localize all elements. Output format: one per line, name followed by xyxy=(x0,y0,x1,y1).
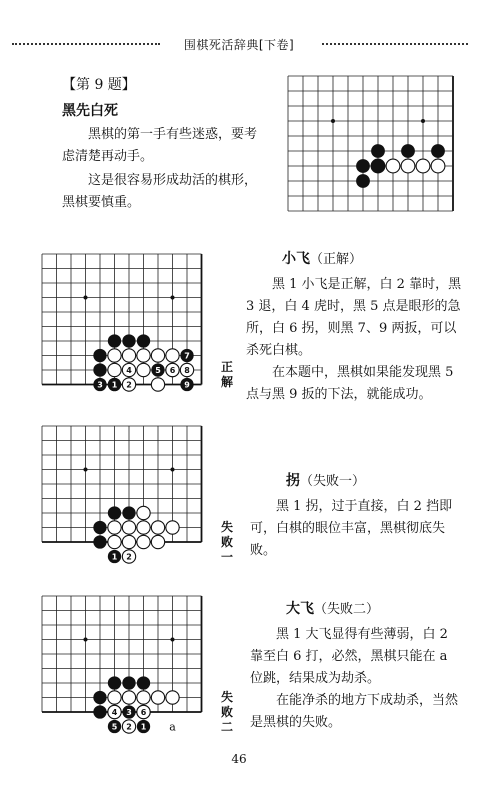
white-stone xyxy=(386,159,400,173)
section-title-sub: （失败一） xyxy=(300,474,366,489)
white-stone xyxy=(151,378,164,391)
move-number-label: 6 xyxy=(169,366,176,375)
black-stone xyxy=(137,676,150,689)
move-number-label: 6 xyxy=(140,708,147,717)
problem-task: 黑先白死 xyxy=(62,103,118,119)
black-stone xyxy=(356,174,370,188)
star-point xyxy=(331,119,335,123)
move-number-label: 2 xyxy=(126,380,132,390)
black-stone xyxy=(108,506,121,519)
move-number-label: 1 xyxy=(111,380,118,390)
section-title-main: 大飞 xyxy=(286,601,314,617)
section-paragraph: 黑 1 大飞显得有些薄弱，白 2 靠至白 6 打，必然，黑棋只能在 a 位跳，结果成为劫杀。 xyxy=(250,627,448,686)
move-number-label: 5 xyxy=(155,366,161,375)
black-stone xyxy=(93,691,106,704)
black-stone xyxy=(93,363,106,376)
white-stone xyxy=(151,691,164,704)
move-number-label: 9 xyxy=(184,380,190,390)
black-stone xyxy=(93,521,106,534)
white-stone xyxy=(108,521,121,534)
star-point xyxy=(84,468,88,472)
white-stone xyxy=(137,535,150,548)
star-point xyxy=(84,296,88,300)
white-stone xyxy=(416,159,430,173)
section-title xyxy=(286,470,365,490)
white-stone xyxy=(122,349,135,362)
problem-number: 【第 9 题】 xyxy=(62,77,136,93)
go-board-fail1 xyxy=(36,420,208,562)
black-stone xyxy=(356,159,370,173)
go-board-problem xyxy=(282,70,459,217)
white-stone xyxy=(122,521,135,534)
white-stone xyxy=(137,506,150,519)
letter-mark: a xyxy=(169,720,176,734)
white-stone xyxy=(137,363,150,376)
white-stone xyxy=(122,535,135,548)
white-stone xyxy=(166,521,179,534)
black-stone xyxy=(108,676,121,689)
move-number-label: 1 xyxy=(140,722,147,732)
section-title-main: 拐 xyxy=(286,473,300,489)
board-side-label: 失败二 xyxy=(220,690,233,734)
black-stone xyxy=(93,705,106,718)
move-number-label: 5 xyxy=(111,722,118,732)
star-point xyxy=(171,468,175,472)
black-stone xyxy=(137,334,150,347)
book-title: 围棋死活辞典[下卷] xyxy=(180,36,298,53)
problem-paragraph: 黑棋的第一手有些迷惑，要考虑清楚再动手。 xyxy=(62,127,258,164)
section-paragraph: 在本题中，黑棋如果能发现黑 5 点与黑 9 扳的下法，就能成功。 xyxy=(246,365,454,402)
move-number-label: 8 xyxy=(184,366,190,375)
section-paragraph: 黑 1 小飞是正解，白 2 靠时，黑 3 退，白 4 虎时，黑 5 点是眼形的急所，白 6 拐，则黑 7、9 两扳，可以杀死白棋。 xyxy=(246,277,462,358)
white-stone xyxy=(122,691,135,704)
go-board-svg xyxy=(36,248,208,391)
section-title-sub: （正解） xyxy=(310,252,363,267)
star-point xyxy=(421,119,425,123)
white-stone xyxy=(137,691,150,704)
go-board-fail2 xyxy=(36,590,208,734)
move-number-label: 4 xyxy=(111,708,118,717)
board-side-label: 正解 xyxy=(220,360,233,389)
white-stone xyxy=(137,521,150,534)
white-stone xyxy=(137,349,150,362)
white-stone xyxy=(431,159,445,173)
white-stone xyxy=(151,521,164,534)
black-stone xyxy=(371,159,385,173)
move-number-label: 3 xyxy=(97,380,103,390)
white-stone xyxy=(151,349,164,362)
section-title-main: 小飞 xyxy=(282,251,310,267)
white-stone xyxy=(108,691,121,704)
problem-paragraph: 这是很容易形成劫活的棋形，黑棋要慎重。 xyxy=(62,173,258,210)
white-stone xyxy=(166,349,179,362)
black-stone xyxy=(122,676,135,689)
black-stone xyxy=(122,334,135,347)
board-side-label: 失败一 xyxy=(220,520,233,564)
white-stone xyxy=(166,691,179,704)
black-stone xyxy=(122,506,135,519)
black-stone xyxy=(371,144,385,158)
go-board-svg xyxy=(36,590,208,734)
section-title xyxy=(282,248,362,268)
star-point xyxy=(171,638,175,642)
header-rule-left xyxy=(12,43,160,45)
star-point xyxy=(84,638,88,642)
go-board-svg xyxy=(282,70,459,217)
move-number-label: 1 xyxy=(111,552,118,562)
move-number-label: 7 xyxy=(184,351,190,361)
section-title-sub: （失败二） xyxy=(314,602,380,617)
move-number-label: 4 xyxy=(126,366,132,375)
go-board-svg xyxy=(36,420,208,562)
running-header xyxy=(0,34,478,54)
go-board-correct xyxy=(36,248,208,391)
black-stone xyxy=(93,349,106,362)
section-paragraph: 在能净杀的地方下成劫杀，当然是黑棋的失败。 xyxy=(250,693,459,730)
black-stone xyxy=(431,144,445,158)
star-point xyxy=(171,296,175,300)
white-stone xyxy=(108,535,121,548)
white-stone xyxy=(151,535,164,548)
section-paragraph: 黑 1 拐，过于直接，白 2 挡即可，白棋的眼位丰富，黑棋彻底失败。 xyxy=(250,499,453,558)
white-stone xyxy=(401,159,415,173)
black-stone xyxy=(108,334,121,347)
black-stone xyxy=(401,144,415,158)
black-stone xyxy=(93,535,106,548)
white-stone xyxy=(108,363,121,376)
page-number: 46 xyxy=(231,752,247,766)
white-stone xyxy=(108,349,121,362)
move-number-label: 2 xyxy=(126,722,132,732)
header-rule-right xyxy=(322,43,468,45)
move-number-label: 2 xyxy=(126,552,132,562)
move-number-label: 3 xyxy=(126,708,132,717)
section-title xyxy=(286,598,379,618)
